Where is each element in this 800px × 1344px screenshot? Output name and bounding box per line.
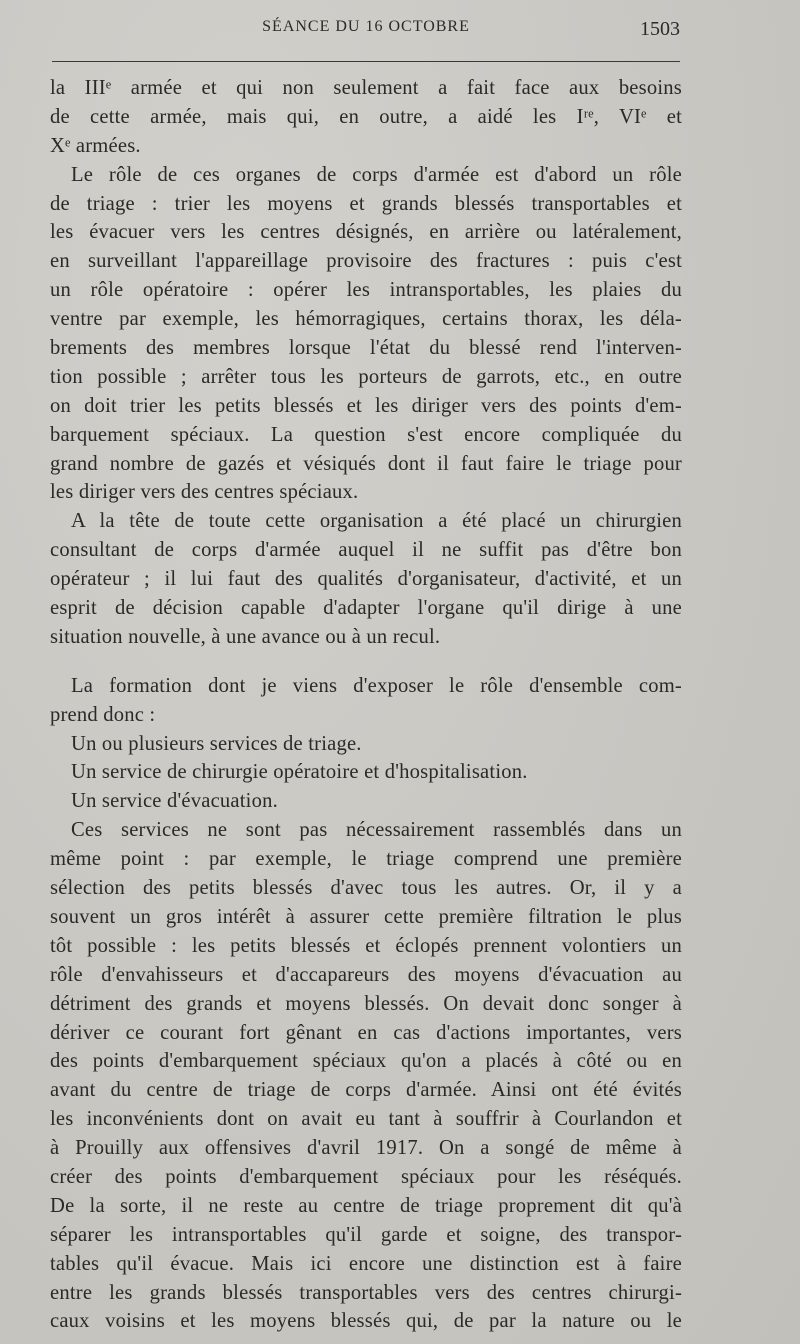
text-line: esprit de décision capable d'adapter l'organe qu'il dirige à une — [50, 597, 682, 620]
text-line: à Prouilly aux offensives d'avril 1917. On a songé de même à — [50, 1137, 682, 1160]
list-item-triage — [50, 730, 682, 759]
text-line: avant du centre de triage de corps d'armée. Ainsi ont été évités — [50, 1079, 682, 1102]
text-line: brements des membres lorsque l'état du blessé rend l'interven- — [50, 337, 682, 360]
text-line: De la sorte, il ne reste au centre de triage proprement dit qu'à — [50, 1194, 682, 1217]
header-rule — [52, 61, 680, 62]
text-line: barquement spéciaux. La question s'est encore compliquée du — [50, 423, 682, 446]
text-line: tôt possible : les petits blessés et éclopés prennent volontiers un — [50, 934, 682, 957]
text-line: les évacuer vers les centres désignés, en arrière ou latéralement, — [50, 221, 682, 244]
text-line: Un service de chirurgie opératoire et d'hospitalisation. — [71, 761, 528, 784]
text-line: situation nouvelle, à une avance ou à un recul. — [50, 625, 441, 648]
paragraph-continuation — [50, 74, 682, 161]
text-line: séparer les intransportables qu'il garde et soigne, des transpor- — [50, 1223, 682, 1246]
text-line: prend donc : — [50, 703, 156, 726]
paragraph-role-organes — [50, 161, 682, 508]
list-item-chirurgie — [50, 758, 682, 787]
text-line: détriment des grands et moyens blessés. On devait donc songer à — [50, 992, 682, 1015]
text-line: Un ou plusieurs services de triage. — [71, 732, 362, 755]
text-line: tables qu'il évacue. Mais ici encore une distinction est à faire — [50, 1252, 682, 1275]
text-line: créer des points d'embarquement spéciaux pour les réséqués. — [50, 1165, 682, 1188]
text-line: on doit trier les petits blessés et les diriger vers des points d'em- — [50, 394, 682, 417]
text-line: Le rôle de ces organes de corps d'armée est d'abord un rôle — [71, 163, 682, 186]
paragraph-services — [50, 816, 682, 1336]
paragraph-chirurgien-consultant — [50, 507, 682, 651]
text-line: consultant de corps d'armée auquel il ne suffit pas d'être bon — [50, 539, 682, 562]
paragraph-gap — [50, 652, 682, 672]
body-text — [50, 74, 682, 1336]
text-line: même point : par exemple, le triage comprend une première — [50, 848, 682, 871]
text-line: les diriger vers des centres spéciaux. — [50, 481, 359, 504]
text-line: ventre par exemple, les hémorragiques, certains thorax, les déla- — [50, 308, 682, 331]
list-item-evacuation — [50, 787, 682, 816]
text-line: en surveillant l'appareillage provisoire des fractures : puis c'est — [50, 250, 682, 273]
running-header — [52, 18, 680, 46]
text-line: dériver ce courant fort gênant en cas d'actions importantes, vers — [50, 1021, 682, 1044]
text-line: Un service d'évacuation. — [71, 790, 278, 813]
text-line: Ces services ne sont pas nécessairement rassemblés dans un — [71, 819, 682, 842]
text-line: Xᵉ armées. — [50, 134, 141, 157]
paragraph-formation — [50, 672, 682, 730]
text-line: de triage : trier les moyens et grands blessés transportables et — [50, 192, 682, 215]
text-line: rôle d'envahisseurs et d'accapareurs des moyens d'évacuation au — [50, 963, 682, 986]
text-line: de cette armée, mais qui, en outre, a aidé les Iʳᵉ, VIᵉ et — [50, 105, 682, 128]
text-line: des points d'embarquement spéciaux qu'on a placés à côté ou en — [50, 1050, 682, 1073]
text-line: la IIIᵉ armée et qui non seulement a fait face aux besoins — [50, 77, 682, 99]
text-line: souvent un gros intérêt à assurer cette première filtration le plus — [50, 905, 682, 928]
text-line: caux voisins et les moyens blessés qui, de par la nature ou le — [50, 1310, 682, 1333]
text-line: les inconvénients dont on avait eu tant à souffrir à Courlandon et — [50, 1108, 682, 1131]
text-line: A la tête de toute cette organisation a été placé un chirurgien — [71, 510, 682, 533]
text-line: sélection des petits blessés d'avec tous les autres. Or, il y a — [50, 877, 682, 900]
text-line: La formation dont je viens d'exposer le rôle d'ensemble com- — [71, 674, 682, 697]
text-line: opérateur ; il lui faut des qualités d'organisateur, d'activité, et un — [50, 568, 682, 591]
text-line: un rôle opératoire : opérer les intransportables, les plaies du — [50, 279, 682, 302]
text-line: entre les grands blessés transportables vers des centres chirurgi- — [50, 1281, 682, 1304]
header-title: SÉANCE DU 16 OCTOBRE — [262, 18, 470, 35]
text-line: tion possible ; arrêter tous les porteurs de garrots, etc., en outre — [50, 365, 682, 388]
text-line: grand nombre de gazés et vésiqués dont il faut faire le triage pour — [50, 452, 682, 475]
page-number: 1503 — [640, 18, 680, 40]
